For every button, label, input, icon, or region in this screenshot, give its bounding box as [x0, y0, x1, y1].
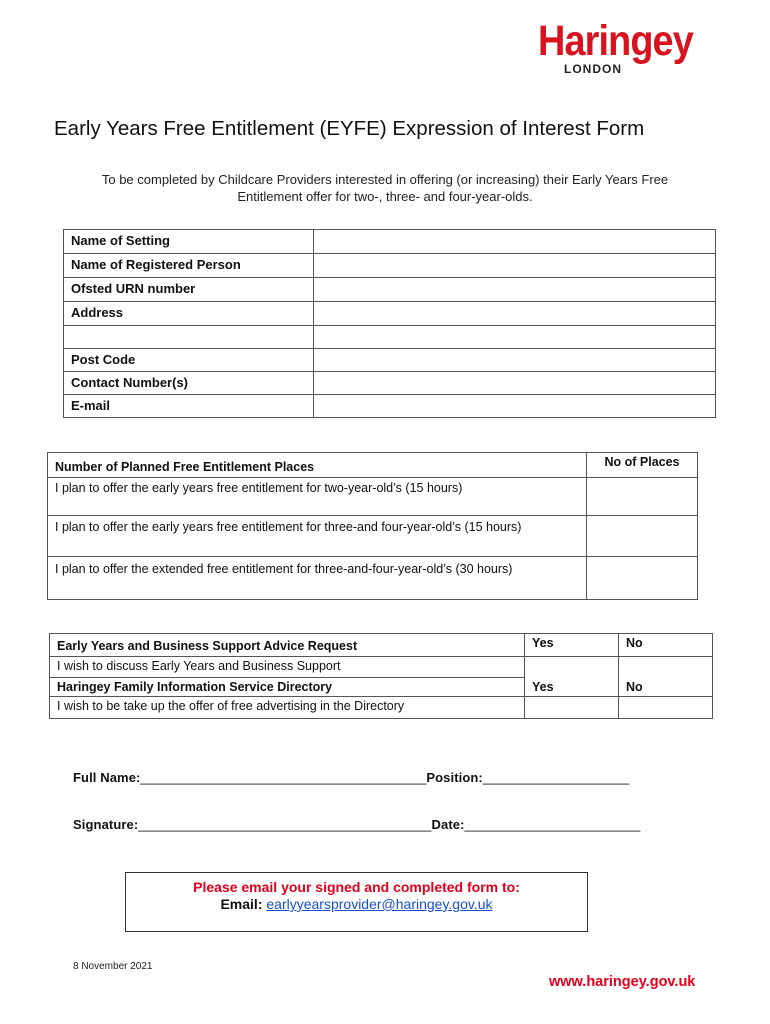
places-input-two-year-olds[interactable]: [587, 478, 698, 516]
places-input-three-four-year-olds[interactable]: [587, 516, 698, 557]
full-name-line: [73, 770, 629, 785]
directory-yes-label[interactable]: Yes: [525, 678, 619, 697]
signature-field[interactable]: ________________________________________: [138, 817, 432, 832]
signature-line: [73, 817, 640, 832]
directory-no-box[interactable]: [619, 697, 713, 719]
position-field[interactable]: ____________________: [482, 770, 630, 785]
email-field[interactable]: [314, 395, 716, 418]
label-name-of-setting: Name of Setting: [64, 230, 314, 254]
directory-yes-box[interactable]: [525, 697, 619, 719]
name-of-setting-field[interactable]: [314, 230, 716, 254]
address-field[interactable]: [314, 302, 716, 326]
advice-no-label[interactable]: No: [619, 634, 713, 657]
signature-label: Signature:: [73, 817, 139, 832]
email-instruction-box: [125, 872, 588, 932]
ofsted-urn-field[interactable]: [314, 278, 716, 302]
directory-header: Haringey Family Information Service Directory: [50, 678, 525, 697]
email-instruction-text: Please email your signed and completed form to:: [193, 879, 520, 895]
contact-number-field[interactable]: [314, 372, 716, 395]
places-input-extended[interactable]: [587, 557, 698, 600]
label-address-continued: [64, 326, 314, 349]
advice-no-box[interactable]: [619, 657, 713, 678]
page-title: Early Years Free Entitlement (EYFE) Expression of Interest Form: [54, 117, 645, 140]
post-code-field[interactable]: [314, 349, 716, 372]
logo-wordmark: Haringey: [538, 17, 693, 65]
advice-row-text: I wish to discuss Early Years and Business Support: [50, 657, 525, 678]
label-address: Address: [64, 302, 314, 326]
email-address-link[interactable]: earlyyearsprovider@haringey.gov.uk: [266, 896, 493, 912]
label-post-code: Post Code: [64, 349, 314, 372]
label-contact-number: Contact Number(s): [64, 372, 314, 395]
intro-text: [40, 171, 730, 205]
planned-places-table: [47, 452, 698, 600]
position-label: Position:: [426, 770, 483, 785]
haringey-logo: [538, 18, 710, 80]
full-name-label: Full Name:: [73, 770, 141, 785]
directory-no-label[interactable]: No: [619, 678, 713, 697]
advice-request-table: [49, 633, 713, 719]
date-field[interactable]: ________________________: [464, 817, 641, 832]
date-label: Date:: [431, 817, 465, 832]
website-link[interactable]: www.haringey.gov.uk: [549, 974, 696, 990]
full-name-field[interactable]: _______________________________________: [140, 770, 427, 785]
directory-row-text: I wish to be take up the offer of free advertising in the Directory: [50, 697, 525, 719]
address-field-line-2[interactable]: [314, 326, 716, 349]
label-ofsted-urn: Ofsted URN number: [64, 278, 314, 302]
registered-person-field[interactable]: [314, 254, 716, 278]
places-row-extended: I plan to offer the extended free entitlement for three-and-four-year-old’s (30 hours): [48, 557, 587, 600]
advice-header: Early Years and Business Support Advice Request: [50, 634, 525, 657]
places-row-three-four-year-olds: I plan to offer the early years free entitlement for three-and four-year-old’s (15 hours): [48, 516, 587, 557]
advice-yes-label[interactable]: Yes: [525, 634, 619, 657]
setting-details-table: [63, 229, 716, 418]
planned-places-header: Number of Planned Free Entitlement Places: [48, 453, 587, 478]
advice-yes-box[interactable]: [525, 657, 619, 678]
label-email: E-mail: [64, 395, 314, 418]
logo-subtitle: LONDON: [564, 62, 622, 76]
intro-line-1: To be completed by Childcare Providers interested in offering (or increasing) their Early Years Free: [101, 172, 669, 187]
no-of-places-header: No of Places: [587, 453, 698, 478]
intro-line-2: Entitlement offer for two-, three- and four-year-olds.: [237, 189, 533, 204]
email-line: [126, 896, 587, 913]
places-row-two-year-olds: I plan to offer the early years free entitlement for two-year-old’s (15 hours): [48, 478, 587, 516]
label-registered-person: Name of Registered Person: [64, 254, 314, 278]
email-label: Email:: [220, 896, 263, 912]
document-date: 8 November 2021: [73, 961, 153, 972]
